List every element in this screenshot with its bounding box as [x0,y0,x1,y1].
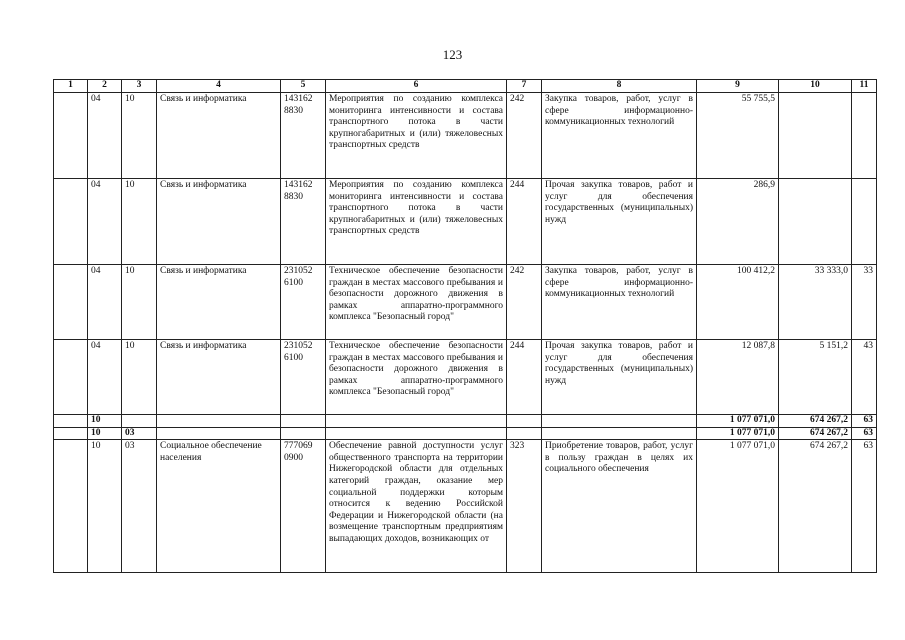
cell-amount-9: 1 077 071,0 [697,440,779,573]
cell-amount-9: 1 077 071,0 [697,427,779,440]
cell-section-name: Связь и информатика [157,179,281,265]
cell-amount-9: 100 412,2 [697,265,779,340]
cell-section-name: Связь и информатика [157,340,281,415]
cell-expense-type: 244 [507,179,542,265]
cell-subsection: 03 [122,440,157,573]
cell-subsection [122,415,157,428]
cell-section: 10 [88,427,122,440]
header-cell: 7 [507,80,542,93]
cell-empty [507,427,542,440]
cell-expense-type: 323 [507,440,542,573]
header-cell: 8 [542,80,697,93]
table-row [54,340,877,415]
cell-expense-name: Закупка товаров, работ, услуг в сфере информационно-коммуникационных технологий [542,265,697,340]
cell-percent: 63 [852,415,877,428]
target-code-part: 231052 [284,266,313,276]
cell-empty [54,340,88,415]
target-code-part: 8830 [284,191,303,202]
cell-expense-name: Прочая закупка товаров, работ и услуг для обеспечения государственных (муниципальных) нужд [542,340,697,415]
cell-empty [54,440,88,573]
cell-measure-name: Техническое обеспечение безопасности граждан в местах массового пребывания и безопасности дорожного движения в рамках аппаратно-программного комплекса "Безопасный город" [326,340,507,415]
cell-expense-type: 244 [507,340,542,415]
header-cell: 5 [281,80,326,93]
target-code-part: 777069 [284,441,313,452]
cell-subsection: 03 [122,427,157,440]
header-cell: 1 [54,80,88,93]
cell-amount-10: 674 267,2 [779,427,852,440]
cell-expense-name: Приобретение товаров, работ, услуг в пользу граждан в целях их социального обеспечения [542,440,697,573]
header-cell: 3 [122,80,157,93]
cell-amount-9: 1 077 071,0 [697,415,779,428]
target-code-part: 143162 [284,180,313,190]
cell-expense-name: Закупка товаров, работ, услуг в сфере информационно-коммуникационных технологий [542,93,697,179]
cell-percent: 63 [852,427,877,440]
cell-empty [542,427,697,440]
header-cell: 6 [326,80,507,93]
cell-target-code [281,179,326,265]
table-row [54,265,877,340]
cell-amount-9: 12 087,8 [697,340,779,415]
target-code-part: 143162 [284,94,313,104]
cell-expense-type: 242 [507,93,542,179]
cell-empty [326,427,507,440]
cell-percent: 33 [852,265,877,340]
cell-target-code [281,440,326,573]
target-code-part: 0900 [284,452,303,463]
cell-measure-name: Техническое обеспечение безопасности граждан в местах массового пребывания и безопасности дорожного движения в рамках аппаратно-программного комплекса "Безопасный город" [326,265,507,340]
cell-percent: 63 [852,440,877,573]
cell-expense-name: Прочая закупка товаров, работ и услуг для обеспечения государственных (муниципальных) нужд [542,179,697,265]
cell-percent: 43 [852,340,877,415]
cell-measure-name: Мероприятия по созданию комплекса мониторинга интенсивности и состава транспортного потока в части крупногабаритных и (или) тяжеловесных транспортных средств [326,179,507,265]
cell-amount-10: 674 267,2 [779,415,852,428]
cell-subsection: 10 [122,340,157,415]
table-row [54,179,877,265]
cell-empty [281,427,326,440]
cell-amount-10 [779,93,852,179]
header-cell: 4 [157,80,281,93]
cell-target-code [281,340,326,415]
cell-empty [507,415,542,428]
cell-section: 04 [88,340,122,415]
cell-subsection: 10 [122,265,157,340]
cell-amount-9: 55 755,5 [697,93,779,179]
cell-empty [281,415,326,428]
cell-section: 04 [88,265,122,340]
cell-target-code [281,93,326,179]
cell-section-name: Связь и информатика [157,93,281,179]
cell-target-code [281,265,326,340]
target-code-part: 6100 [284,277,303,288]
total-row-subsection [54,427,877,440]
cell-amount-9: 286,9 [697,179,779,265]
table-row [54,93,877,179]
cell-amount-10: 33 333,0 [779,265,852,340]
cell-section-name: Социальное обеспечение населения [157,440,281,573]
header-cell: 11 [852,80,877,93]
cell-section: 04 [88,179,122,265]
cell-empty [54,93,88,179]
budget-table [53,79,877,573]
cell-amount-10: 5 151,2 [779,340,852,415]
page-number: 123 [442,47,463,62]
cell-empty [54,427,88,440]
cell-empty [54,179,88,265]
total-row-section [54,415,877,428]
header-cell: 2 [88,80,122,93]
target-code-part: 6100 [284,352,303,363]
header-cell: 10 [779,80,852,93]
column-number-header [54,80,877,93]
cell-empty [326,415,507,428]
cell-empty [54,265,88,340]
cell-percent [852,93,877,179]
cell-section-name: Связь и информатика [157,265,281,340]
target-code-part: 231052 [284,341,313,351]
cell-expense-type: 242 [507,265,542,340]
cell-amount-10 [779,179,852,265]
cell-section: 10 [88,415,122,428]
cell-section: 04 [88,93,122,179]
cell-empty [157,415,281,428]
cell-subsection: 10 [122,93,157,179]
cell-empty [542,415,697,428]
cell-section: 10 [88,440,122,573]
header-cell: 9 [697,80,779,93]
cell-empty [54,415,88,428]
cell-measure-name: Обеспечение равной доступности услуг общественного транспорта на территории Нижегородской области для отдельных категорий граждан, оказание мер социальной поддержки которым относится к ведению Российской Федерации и Нижегородской области (на возмещение транспортным предприятиям выпадающих доходов, возникающих от [326,440,507,573]
table-row [54,440,877,573]
cell-amount-10: 674 267,2 [779,440,852,573]
cell-subsection: 10 [122,179,157,265]
cell-measure-name: Мероприятия по созданию комплекса мониторинга интенсивности и состава транспортного потока в части крупногабаритных и (или) тяжеловесных транспортных средств [326,93,507,179]
cell-percent [852,179,877,265]
target-code-part: 8830 [284,105,303,116]
cell-empty [157,427,281,440]
